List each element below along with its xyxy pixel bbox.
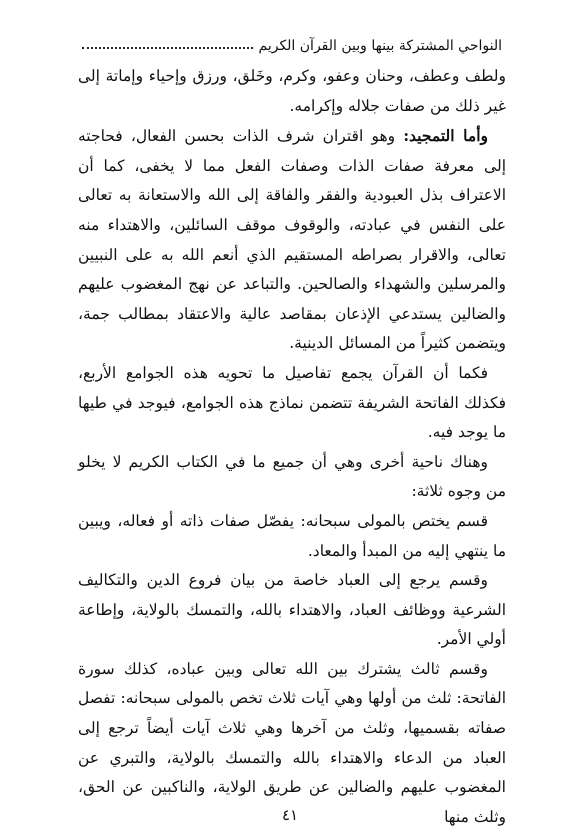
paragraph-1: ولطف وعطف، وحنان وعفو، وكرم، وخَلق، ورزق وإحياء وإماتة إلى غير ذلك من صفات جلاله وإكرامه.: [78, 67, 506, 115]
header-dotted-rule: [82, 47, 253, 49]
header-title: النواحي المشتركة بينها وبين القرآن الكريم: [258, 38, 502, 54]
running-header: [82, 32, 502, 54]
paragraph-2-text: وهو اقتران شرف الذات بحسن الفعال، فحاجته إلى معرفة صفات الذات وصفات الفعل مما لا يخفى، كما أن الاعتراف بذل العبودية والفقر والفاقة إلى الله والاستعانة به تعالى على النفس في عبادته، والوقوف موقف السائلين، والاهتداء منه تعالى، والاقرار بصراطه المستقيم الذي أنعم الله به على النبيين والمرسلين والشهداء والصالحين. والتباعد عن نهج المغضوب عليهم والضالين يستدعي الإذعان بمقاصد عالية والاعتقاد بمطالب جمة، ويتضمن كثيراً من المسائل الدينية.: [78, 127, 506, 353]
paragraph-2: [78, 121, 506, 359]
paragraph-3: فكما أن القرآن يجمع تفاصيل ما تحويه هذه الجوامع الأربع، فكذلك الفاتحة الشريفة تتضمن نماذج هذه الجوامع، فيوجد في طيها ما يوجد فيه.: [78, 363, 506, 442]
paragraph-7: وقسم ثالث يشترك بين الله تعالى وبين عباده، كذلك سورة الفاتحة: ثلث من أولها وهي آيات ثلاث تخص بالمولى سبحانه: تفصل صفاته بقسميها، وثلث من آخرها وهي ثلاث آيات أيضاً ترجع إلى العباد من الدعاء والاهتداء بالله والتمسك بالولاية، والتبري عن المغضوب عليهم والضالين عن طريق الولاية، والناكبين عن الحق، وثلث منها: [78, 659, 506, 826]
paragraph-2-heading: وأما التمجيد:: [403, 126, 488, 146]
body-text: [78, 62, 506, 832]
page-number: ٤١: [281, 806, 299, 824]
paragraph-6: وقسم يرجع إلى العباد خاصة من بيان فروع الدين والتكاليف الشرعية ووظائف العباد، والاهتداء بالله، والتمسك بالولاية، وإطاعة أولي الأمر.: [78, 571, 506, 649]
paragraph-4: وهناك ناحية أخرى وهي أن جميع ما في الكتاب الكريم لا يخلو من وجوه ثلاثة:: [78, 452, 506, 501]
paragraph-5: قسم يختص بالمولى سبحانه: يفصّل صفات ذاته أو فعاله، ويبين ما ينتهي إليه من المبدأ والمعاد.: [78, 511, 506, 560]
